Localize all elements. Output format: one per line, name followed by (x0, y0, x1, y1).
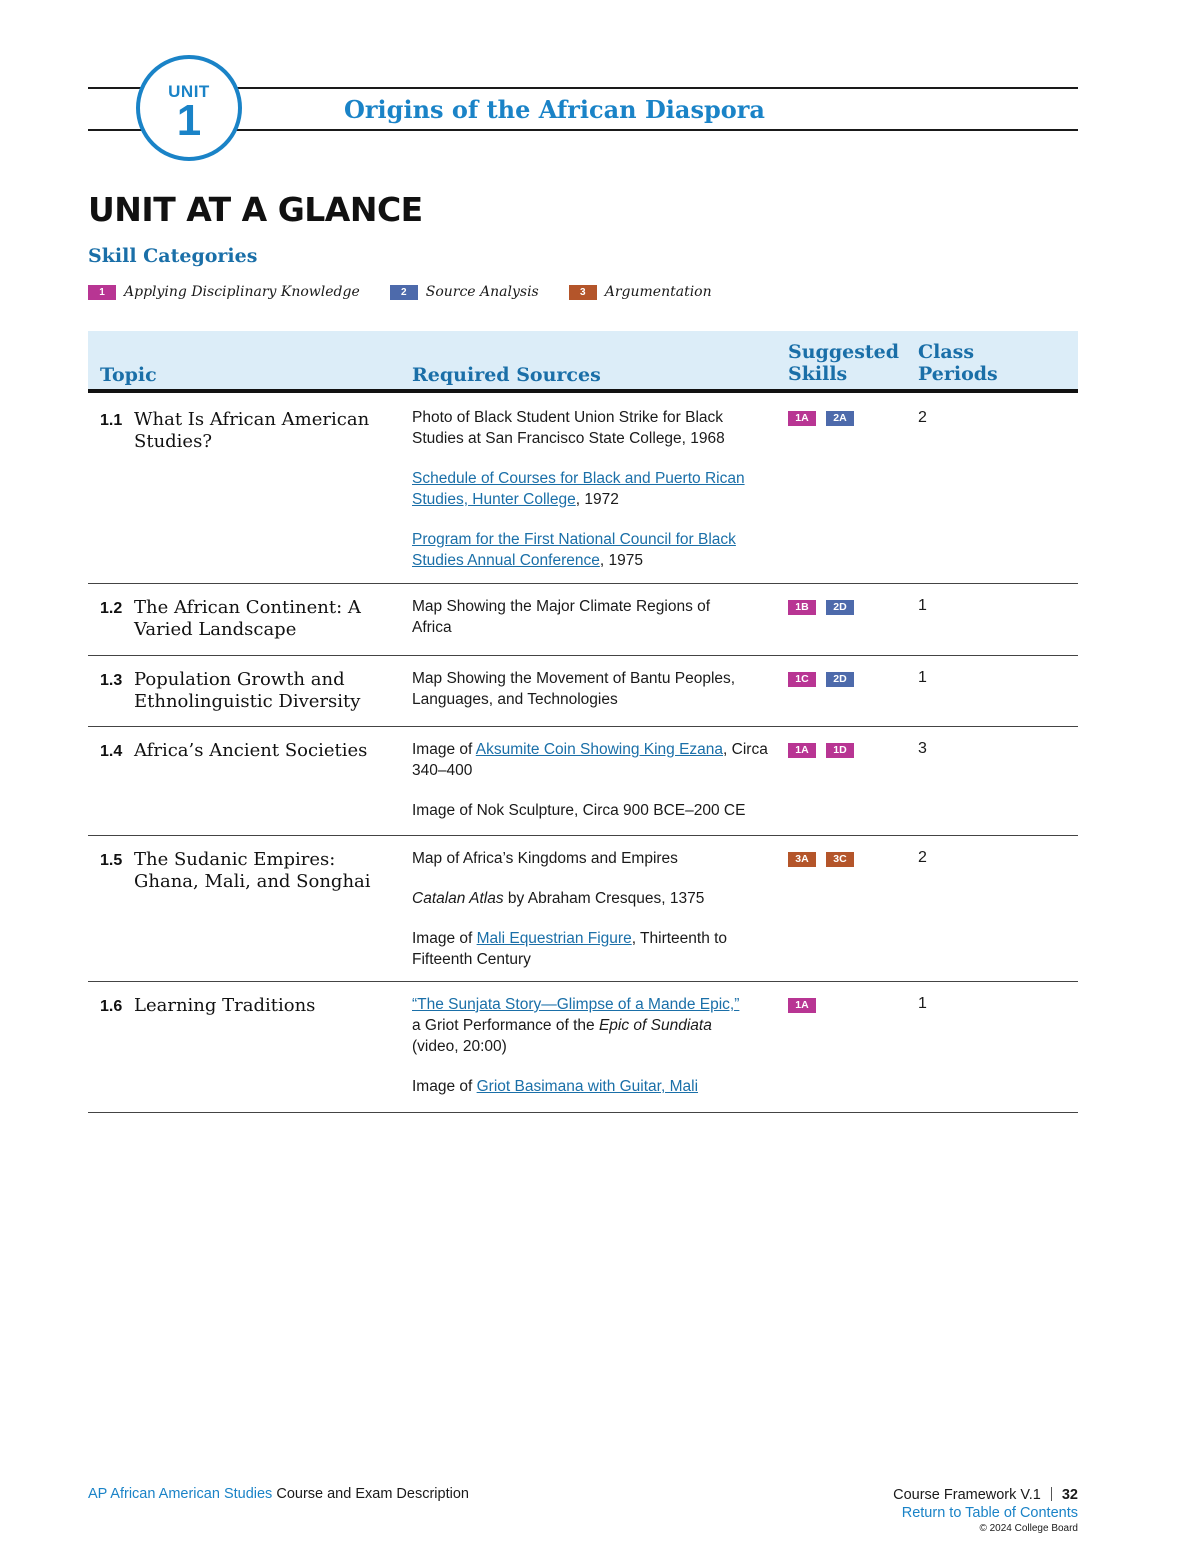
source-item (412, 407, 772, 449)
skill-chip: 2A (826, 411, 854, 426)
source-italic: Catalan Atlas (412, 890, 504, 907)
topic-number: 1.6 (100, 998, 123, 1015)
skill-chip: 2D (826, 600, 854, 615)
toc-link[interactable]: Return to Table of Contents (901, 1505, 1078, 1521)
footer-left (88, 1486, 469, 1502)
legend-item (390, 284, 539, 300)
sources-cell (412, 994, 742, 1097)
table-row (88, 584, 1078, 656)
source-text: Map Showing the Major Climate Regions of Africa (412, 598, 711, 636)
skills-cell (788, 998, 826, 1013)
topic-name: Population Growth and Ethnolinguistic Diversity (134, 669, 361, 712)
source-item (412, 468, 772, 510)
source-text: , Circa 340–400 (412, 741, 768, 779)
copyright: © 2024 College Board (979, 1523, 1078, 1534)
source-item (412, 800, 772, 821)
legend-label: Argumentation (604, 284, 712, 300)
topic-name: Africa’s Ancient Societies (134, 740, 368, 761)
source-link[interactable]: Program for the First National Council for Black Studies Annual Conference (412, 531, 736, 569)
skill-chip: 1C (788, 672, 816, 687)
header-periods (918, 341, 998, 385)
legend-label: Applying Disciplinary Knowledge (124, 284, 360, 300)
source-text: , 1975 (599, 552, 643, 569)
source-text: , 1972 (575, 491, 619, 508)
page-number: 32 (1061, 1487, 1078, 1503)
skill-legend (88, 282, 742, 302)
header-skills (788, 341, 899, 385)
table-row (88, 982, 1078, 1113)
unit-number: 1 (176, 96, 202, 145)
periods-cell: 3 (918, 740, 927, 757)
skill-chip: 1D (826, 743, 854, 758)
topic-number: 1.2 (100, 600, 123, 617)
sources-cell (412, 596, 742, 638)
topic-name: The African Continent: A Varied Landscape (134, 597, 361, 640)
unit-label: UNIT (168, 82, 210, 101)
table-header (88, 331, 1078, 393)
topic-cell (100, 740, 395, 762)
source-link[interactable]: Mali Equestrian Figure (476, 930, 632, 947)
skills-cell (788, 852, 864, 867)
skill-chip: 1A (788, 743, 816, 758)
skills-cell (788, 411, 864, 426)
source-item (412, 739, 772, 781)
source-item (412, 529, 772, 571)
source-item (412, 928, 762, 970)
periods-cell: 2 (918, 849, 927, 866)
sources-cell (412, 407, 772, 571)
topic-cell (100, 849, 395, 893)
header-skills-line1: Suggested (788, 341, 900, 363)
legend-label: Source Analysis (425, 284, 539, 300)
header-periods-line1: Class (918, 341, 975, 363)
source-link[interactable]: Schedule of Courses for Black and Puerto Rican Studies, Hunter College (412, 470, 745, 508)
topic-cell (100, 995, 395, 1017)
topic-name: What Is African American Studies? (134, 409, 370, 452)
unit-title: Origins of the African Diaspora (344, 95, 765, 124)
skill-chip: 3A (788, 852, 816, 867)
page-title: UNIT AT A GLANCE (88, 190, 423, 229)
topic-name: The Sudanic Empires: Ghana, Mali, and Songhai (134, 849, 371, 892)
legend-item (88, 284, 360, 300)
skill-chip: 1A (788, 411, 816, 426)
legend-box: 1 (88, 285, 116, 300)
topic-number: 1.5 (100, 852, 123, 869)
source-text: by Abraham Cresques, 1375 (503, 890, 705, 907)
skill-chip: 1A (788, 998, 816, 1013)
periods-cell: 2 (918, 409, 927, 426)
source-text: Image of (412, 741, 476, 758)
source-text: , Thirteenth to Fifteenth Century (412, 930, 728, 968)
source-item (412, 994, 742, 1057)
source-item (412, 1076, 742, 1097)
footer-right (893, 1486, 1078, 1536)
source-item (412, 888, 762, 909)
source-text: Photo of Black Student Union Strike for Black Studies at San Francisco State College, 1968 (412, 409, 725, 447)
skill-chip: 2D (826, 672, 854, 687)
topic-number: 1.4 (100, 743, 123, 760)
topic-name: Learning Traditions (134, 995, 316, 1016)
sources-cell (412, 668, 772, 710)
topic-number: 1.1 (100, 412, 123, 429)
legend-item (569, 284, 712, 300)
source-text: Map of Africa’s Kingdoms and Empires (412, 850, 678, 867)
header-skills-line2: Skills (788, 363, 848, 385)
source-link[interactable]: Griot Basimana with Guitar, Mali (476, 1078, 699, 1095)
footer-section: Course Framework V.1 (893, 1487, 1041, 1503)
legend-box: 2 (390, 285, 418, 300)
skill-chip: 3C (826, 852, 854, 867)
table-row (88, 393, 1078, 584)
legend-box: 3 (569, 285, 597, 300)
source-item (412, 596, 742, 638)
periods-cell: 1 (918, 995, 927, 1012)
source-link[interactable]: Aksumite Coin Showing King Ezana (475, 741, 724, 758)
table-row (88, 836, 1078, 982)
source-text: Image of Nok Sculpture, Circa 900 BCE–200 CE (412, 802, 746, 819)
footer-divider (1051, 1487, 1052, 1501)
source-text: (video, 20:00) (412, 1038, 507, 1055)
skills-cell (788, 600, 864, 615)
header-sources: Required Sources (412, 364, 601, 386)
source-text: Image of (412, 1078, 477, 1095)
table-row (88, 727, 1078, 836)
sources-cell (412, 739, 772, 821)
topic-cell (100, 597, 395, 641)
source-item (412, 668, 772, 710)
skills-cell (788, 743, 864, 758)
topic-cell (100, 409, 395, 453)
topic-cell (100, 669, 395, 713)
source-link[interactable]: “The Sunjata Story—Glimpse of a Mande Epic,” (412, 996, 740, 1013)
header-periods-line2: Periods (918, 363, 998, 385)
source-text: Image of (412, 930, 477, 947)
source-italic: Epic of Sundiata (598, 1017, 712, 1034)
periods-cell: 1 (918, 669, 927, 686)
unit-badge (136, 55, 242, 161)
skill-categories-heading: Skill Categories (88, 245, 258, 267)
source-text: Map Showing the Movement of Bantu Peoples, Languages, and Technologies (412, 670, 736, 708)
footer-doc: Course and Exam Description (276, 1486, 469, 1502)
skills-cell (788, 672, 864, 687)
skill-chip: 1B (788, 600, 816, 615)
topic-number: 1.3 (100, 672, 123, 689)
sources-cell (412, 848, 762, 970)
table-row (88, 656, 1078, 727)
footer-course: AP African American Studies (88, 1486, 273, 1502)
source-item (412, 848, 762, 869)
source-text: a Griot Performance of the (412, 1017, 599, 1034)
periods-cell: 1 (918, 597, 927, 614)
unit-table (88, 331, 1078, 1113)
header-topic: Topic (100, 364, 157, 386)
